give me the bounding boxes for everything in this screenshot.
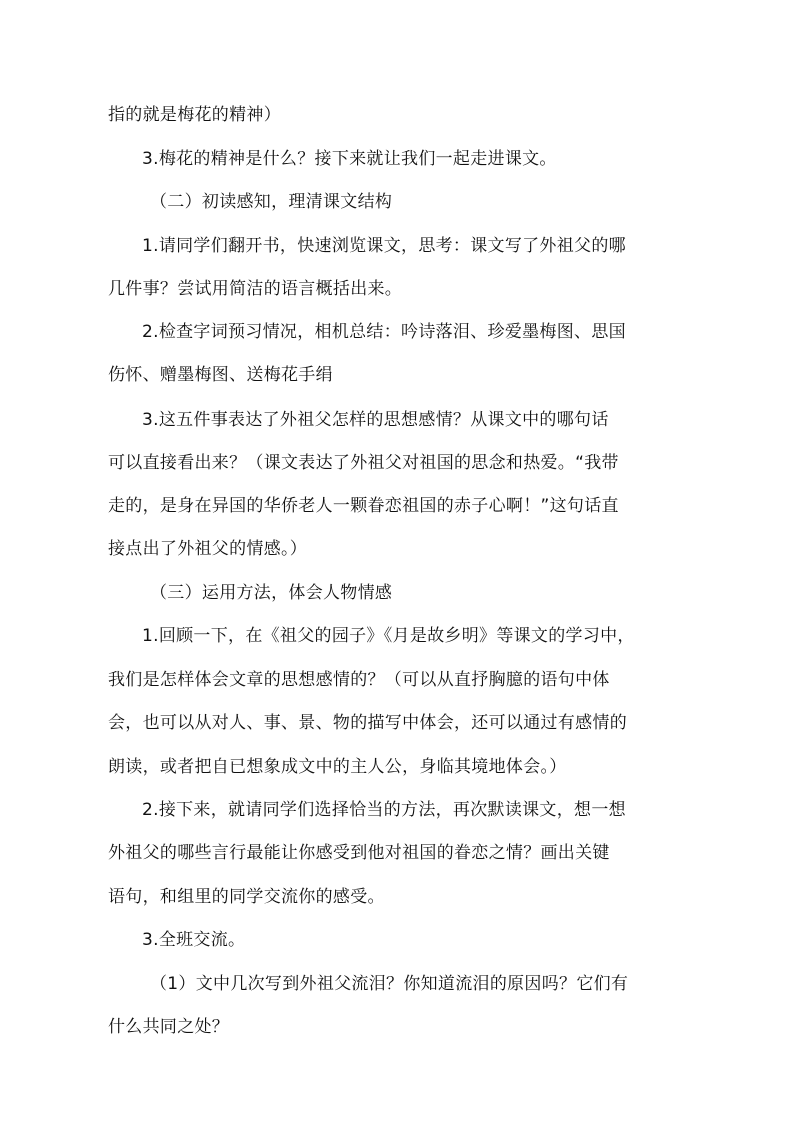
text-line: 会，也可以从对人、事、景、物的描写中体会，还可以通过有感情的: [108, 713, 627, 733]
section-heading: （三）运用方法，体会人物情感: [150, 583, 393, 603]
text-line: 伤怀、赠墨梅图、送梅花手绢: [108, 365, 333, 385]
text-line: 1.回顾一下，在《祖父的园子》《月是故乡明》等课文的学习中，: [142, 626, 635, 646]
text-line: 接点出了外祖父的情感。）: [108, 539, 308, 559]
text-line: 指的就是梅花的精神）: [108, 105, 281, 125]
text-line: 3.这五件事表达了外祖父怎样的思想感情？从课文中的哪句话: [142, 410, 609, 430]
text-line: 3.全班交流。: [142, 930, 246, 950]
text-line: 2.检查字词预习情况，相机总结：吟诗落泪、珍爱墨梅图、思国: [142, 322, 626, 342]
text-line: 可以直接看出来？（课文表达了外祖父对祖国的思念和热爱。“我带: [108, 453, 619, 473]
text-line: 朗读，或者把自已想象成文中的主人公，身临其境地体会。）: [108, 757, 567, 777]
text-line: 1.请同学们翻开书，快速浏览课文，思考：课文写了外祖父的哪: [142, 236, 626, 256]
text-line: 语句，和组里的同学交流你的感受。: [108, 887, 385, 907]
section-heading: （二）初读感知，理清课文结构: [150, 192, 393, 212]
text-line: 3.梅花的精神是什么？接下来就让我们一起走进课文。: [142, 149, 557, 169]
text-line: 2.接下来，就请同学们选择恰当的方法，再次默读课文，想一想: [142, 800, 626, 820]
text-line: 走的，是身在异国的华侨老人一颗眷恋祖国的赤子心啊！”这句话直: [108, 496, 619, 516]
text-line: 我们是怎样体会文章的思想感情的？（可以从直抒胸臆的语句中体: [108, 670, 610, 690]
text-line: 外祖父的哪些言行最能让你感受到他对祖国的眷恋之情？画出关键: [108, 843, 610, 863]
text-line: 几件事？尝试用简洁的语言概括出来。: [108, 279, 403, 299]
text-line: 什么共同之处？: [108, 1017, 230, 1037]
text-line: （1）文中几次写到外祖父流泪？你知道流泪的原因吗？它们有: [150, 974, 629, 994]
